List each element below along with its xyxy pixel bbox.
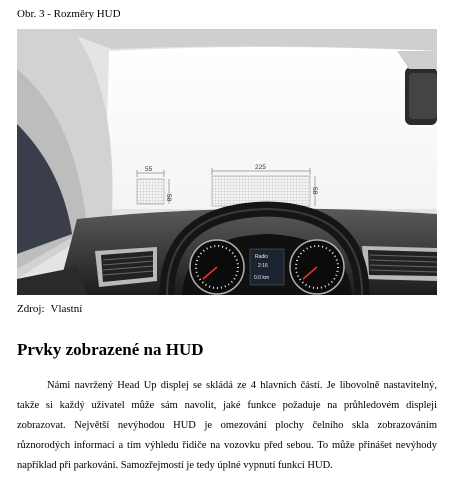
section-title: Prvky zobrazené na HUD: [17, 340, 204, 359]
source-value: Vlastní: [50, 303, 83, 315]
hud-large-width-label: 225: [255, 164, 266, 171]
screen-line-2: 2:16: [258, 263, 268, 269]
body-paragraph: Námi navržený Head Up displej se skládá ze 4 hlavních částí. Je libovolně nastavitelný, takže si každý uživatel může sám navolit, jaké funkce požaduje na průhledovém displeji zobrazovat. Největší nevýhodou HUD je omezování plochy čelního skla zobrazováním různorodých informací a tím výhledu řidiče na vozovku před sebou. To může přinášet nevýhody například při parkování. Samozřejmostí je tedy úplné vypnutí funkcí HUD.: [17, 380, 437, 471]
figure-source: [17, 303, 82, 315]
figure-caption: Obr. 3 - Rozměry HUD: [17, 8, 121, 20]
screen-line-1: Radio: [255, 254, 269, 260]
hud-small-width-label: 55: [145, 166, 153, 173]
air-vent-left: [95, 247, 157, 287]
screen-line-3: 0.0 km: [254, 275, 270, 281]
hud-large-height-label: 58: [311, 187, 318, 195]
car-interior-figure: [17, 29, 437, 295]
air-vent-right: [362, 246, 437, 281]
hud-small-height-label: 58: [165, 194, 172, 202]
instrument-cluster: [182, 234, 352, 295]
source-label: Zdroj:: [17, 303, 45, 315]
